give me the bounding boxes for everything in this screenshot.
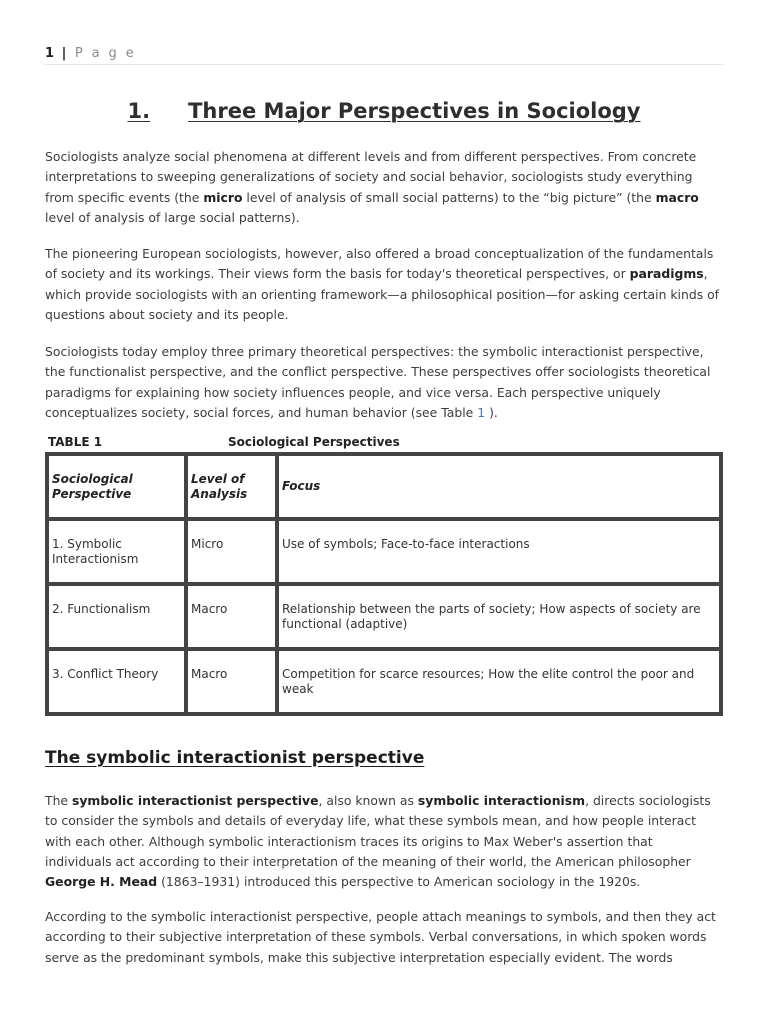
p2-text-2: , which provide sociologists with an orienting framework—a philosophical position—for asking certain kinds of questions about society and its people. xyxy=(45,266,720,322)
table-cell: Competition for scarce resources; How the elite control the poor and weak xyxy=(277,649,721,714)
table-header-cell: Level of Analysis xyxy=(186,454,277,519)
p4-text-1: The xyxy=(45,793,72,808)
table-title: Sociological Perspectives xyxy=(228,435,400,449)
table-cell: Micro xyxy=(186,519,277,584)
p4-bold-1: symbolic interactionist perspective xyxy=(71,793,319,808)
title-text: Three Major Perspectives in Sociology xyxy=(188,99,641,123)
table-row xyxy=(47,649,721,714)
table-header-row xyxy=(47,454,721,519)
table-row xyxy=(47,584,721,649)
page-separator: | xyxy=(61,46,68,61)
p2-text-1: The pioneering European sociologists, however, also offered a broad conceptualization of the fundamentals of society and its workings. Their views form the basis for today's theoretical perspectives, or xyxy=(45,246,714,282)
p3-text-1: Sociologists today employ three primary theoretical perspectives: the symbolic interactionist perspective, the functionalist perspective, and the conflict perspective. These perspectives offer sociologists theoretical paradigms for explaining how society influences people, and vice versa. Each perspective uniquely conceptualizes society, social forces, and human behavior (see Table xyxy=(45,344,711,420)
p4-bold-2: symbolic interactionism xyxy=(417,793,586,808)
table-reference-link[interactable]: 1 xyxy=(477,404,486,420)
page-number: 1 xyxy=(45,46,56,61)
p1-bold-micro: micro xyxy=(203,189,243,205)
paragraph-paradigms xyxy=(45,244,723,325)
table-caption xyxy=(48,435,724,449)
table-cell: 1. Symbolic Interactionism xyxy=(47,519,186,584)
paragraph-symbolic-interactionism xyxy=(45,791,723,892)
table-label: TABLE 1 xyxy=(48,435,103,449)
p1-text-3: level of analysis of large social patterns). xyxy=(45,209,300,225)
table-cell: Macro xyxy=(186,584,277,649)
p2-bold-paradigms: paradigms xyxy=(629,266,704,282)
p3-text-2: ). xyxy=(485,404,498,420)
paragraph-levels xyxy=(45,147,723,228)
page-word: P a g e xyxy=(74,46,137,61)
table-cell: Use of symbols; Face-to-face interactions xyxy=(277,519,721,584)
table-cell: 3. Conflict Theory xyxy=(47,649,186,714)
p1-text-2: level of analysis of small social patterns) to the “big picture” (the xyxy=(242,189,656,205)
table-header-cell: Focus xyxy=(277,454,721,519)
p4-text-4: (1863–1931) introduced this perspective to American sociology in the 1920s. xyxy=(157,874,641,890)
section-heading: The symbolic interactionist perspective xyxy=(45,748,425,768)
p4-text-3: , directs sociologists to consider the symbols and details of everyday life, what these symbols mean, and how people interact with each other. Although symbolic interactionism traces its origins to Max Weber's assertion that individuals act according to their interpretation of the meaning of their world, the American philosopher xyxy=(45,793,711,869)
table-cell: Relationship between the parts of society; How aspects of society are functional (adaptive) xyxy=(277,584,721,649)
paragraph-three-perspectives xyxy=(45,342,723,423)
perspectives-table xyxy=(45,452,723,716)
p5-text-1: According to the symbolic interactionist perspective, people attach meanings to symbols, and then they act according to their subjective interpretation of these symbols. Verbal conversations, in which spoken words serve as the predominant symbols, make this subjective interpretation especially evident. The words xyxy=(45,909,716,965)
title-number: 1. xyxy=(127,99,151,123)
p4-text-2: , also known as xyxy=(318,793,418,808)
table-row xyxy=(47,519,721,584)
table-cell: 2. Functionalism xyxy=(47,584,186,649)
table-cell: Macro xyxy=(186,649,277,714)
paragraph-symbols-meaning xyxy=(45,907,723,968)
p1-bold-macro: macro xyxy=(655,189,699,205)
table-header-cell: Sociological Perspective xyxy=(47,454,186,519)
page-header xyxy=(45,46,723,65)
p1-text-1: Sociologists analyze social phenomena at different levels and from different perspectives. From concrete interpretations to sweeping generalizations of society and social behavior, sociologists study everything from specific events (the xyxy=(45,149,697,205)
p4-bold-mead: George H. Mead xyxy=(45,874,158,890)
page-title xyxy=(45,99,723,123)
